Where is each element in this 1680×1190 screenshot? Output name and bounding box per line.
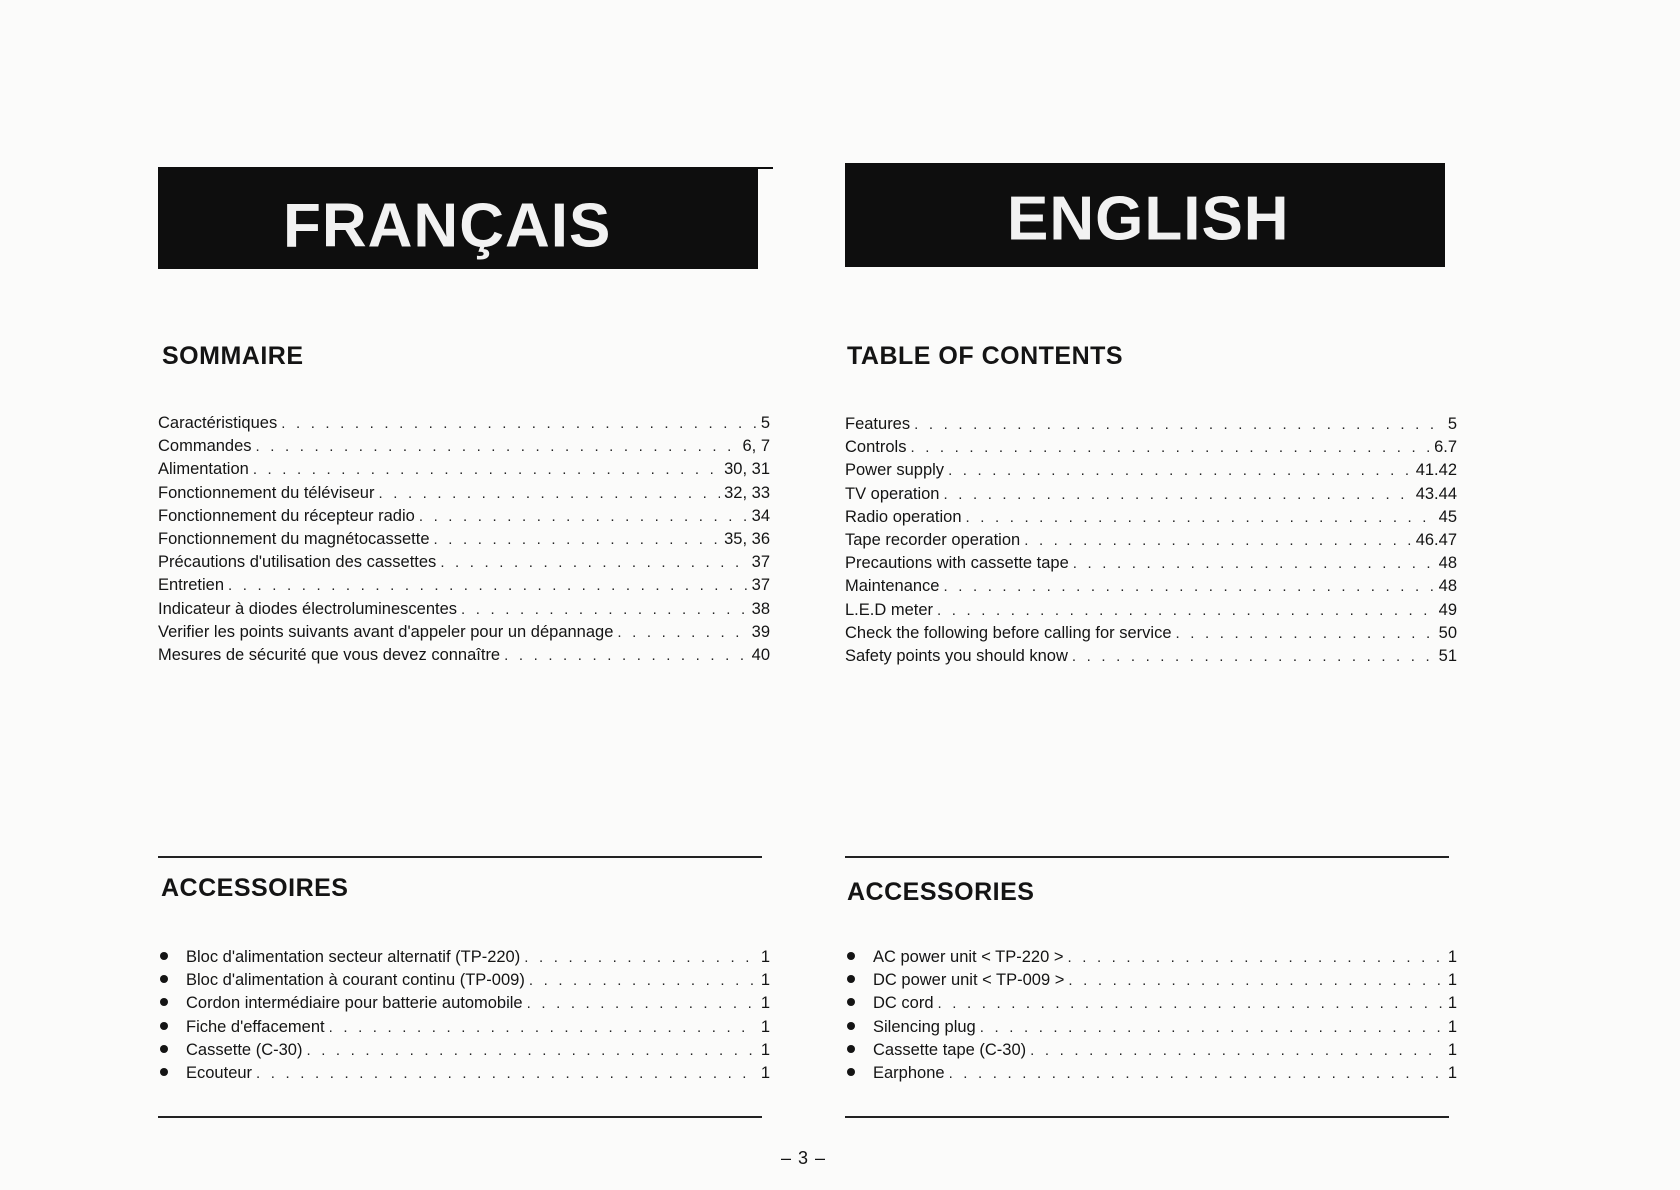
list-item: Silencing plug . . . 1 <box>845 1018 1457 1041</box>
toc-item: Entretien . . . 37 <box>158 576 770 599</box>
toc-item: Controls . . . 6.7 <box>845 438 1457 461</box>
bullet-icon <box>847 975 855 983</box>
english-banner <box>845 163 1445 267</box>
english-toc <box>845 415 1457 670</box>
bullet-icon <box>847 998 855 1006</box>
francais-toc <box>158 414 770 669</box>
toc-item: Precautions with cassette tape . . . 48 <box>845 554 1457 577</box>
toc-item: Caractéristiques . . . 5 <box>158 414 770 437</box>
bullet-icon <box>160 1045 168 1053</box>
banner-top-rule <box>158 167 773 169</box>
toc-item: Radio operation . . . 45 <box>845 508 1457 531</box>
list-item: Ecouteur . . . 1 <box>158 1064 770 1087</box>
toc-item: Check the following before calling for service . . . 50 <box>845 624 1457 647</box>
toc-item: Verifier les points suivants avant d'appeler pour un dépannage . . . 39 <box>158 623 770 646</box>
francais-banner <box>158 169 758 269</box>
bullet-icon <box>160 975 168 983</box>
accessories-top-rule <box>845 856 1449 858</box>
bullet-icon <box>160 1022 168 1030</box>
toc-item: Maintenance . . . 48 <box>845 577 1457 600</box>
bullet-icon <box>160 952 168 960</box>
accessories-bottom-rule <box>158 1116 762 1118</box>
list-item: Cassette tape (C-30) . . . 1 <box>845 1041 1457 1064</box>
bullet-icon <box>847 1045 855 1053</box>
toc-item: Power supply . . . 41.42 <box>845 461 1457 484</box>
list-item: Bloc d'alimentation secteur alternatif (TP-220) . . . 1 <box>158 948 770 971</box>
list-item: AC power unit < TP-220 > . . . 1 <box>845 948 1457 971</box>
english-banner-title: ENGLISH <box>1007 184 1290 254</box>
toc-item: Alimentation . . . 30, 31 <box>158 460 770 483</box>
toc-heading: TABLE OF CONTENTS <box>847 342 1124 370</box>
toc-item: Fonctionnement du téléviseur . . . 32, 33 <box>158 484 770 507</box>
toc-item: Tape recorder operation . . . 46.47 <box>845 531 1457 554</box>
bullet-icon <box>847 952 855 960</box>
toc-item: TV operation . . . 43.44 <box>845 485 1457 508</box>
page-number: – 3 – <box>781 1148 827 1168</box>
toc-item: Commandes . . . 6, 7 <box>158 437 770 460</box>
bullet-icon <box>160 998 168 1006</box>
bullet-icon <box>847 1022 855 1030</box>
sommaire-heading: SOMMAIRE <box>162 342 304 370</box>
list-item: Cordon intermédiaire pour batterie automobile . . . 1 <box>158 994 770 1017</box>
toc-item: Features . . . 5 <box>845 415 1457 438</box>
list-item: Bloc d'alimentation à courant continu (TP-009) . . . 1 <box>158 971 770 994</box>
toc-item: Fonctionnement du récepteur radio . . . 34 <box>158 507 770 530</box>
francais-banner-title: FRANÇAIS <box>283 191 612 261</box>
toc-item: L.E.D meter . . . 49 <box>845 601 1457 624</box>
bullet-icon <box>847 1068 855 1076</box>
toc-item: Fonctionnement du magnétocassette . . . 35, 36 <box>158 530 770 553</box>
list-item: DC cord . . . 1 <box>845 994 1457 1017</box>
list-item: Cassette (C-30) . . . 1 <box>158 1041 770 1064</box>
toc-item: Indicateur à diodes électroluminescentes . . . 38 <box>158 600 770 623</box>
toc-item: Mesures de sécurité que vous devez connaître . . . 40 <box>158 646 770 669</box>
bullet-icon <box>160 1068 168 1076</box>
list-item: DC power unit < TP-009 > . . . 1 <box>845 971 1457 994</box>
english-accessories <box>845 948 1457 1087</box>
accessories-bottom-rule <box>845 1116 1449 1118</box>
accessories-top-rule <box>158 856 762 858</box>
accessoires-heading: ACCESSOIRES <box>161 874 349 902</box>
list-item: Earphone . . . 1 <box>845 1064 1457 1087</box>
accessories-heading: ACCESSORIES <box>847 878 1035 906</box>
toc-item: Safety points you should know . . . 51 <box>845 647 1457 670</box>
list-item: Fiche d'effacement . . . 1 <box>158 1018 770 1041</box>
toc-item: Précautions d'utilisation des cassettes . . . 37 <box>158 553 770 576</box>
francais-accessories <box>158 948 770 1087</box>
